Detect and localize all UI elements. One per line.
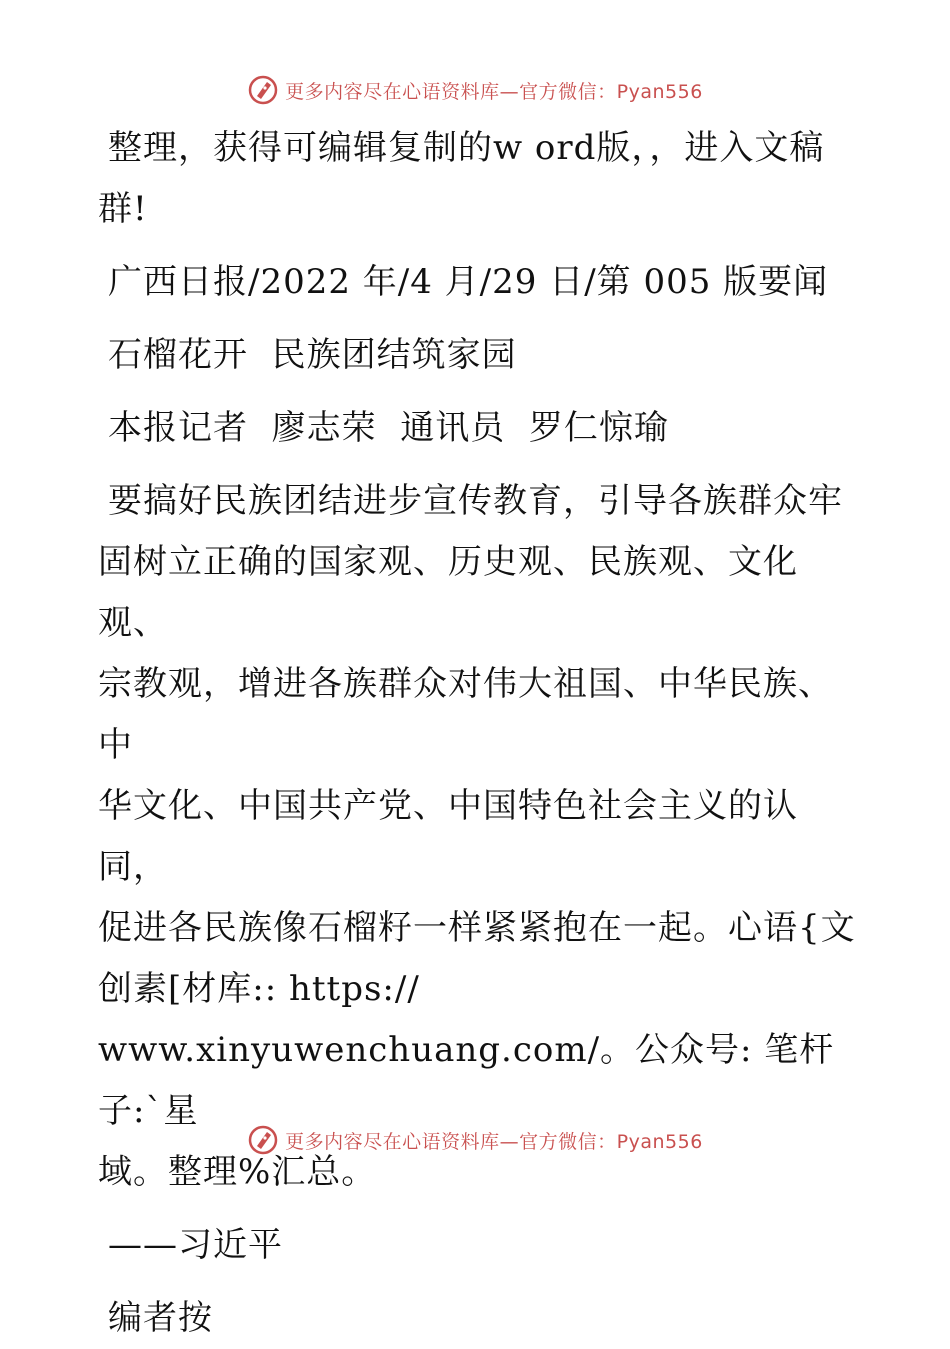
article-headline: 石榴花开 民族团结筑家园 (108, 335, 517, 375)
pen-nib-circle-icon (247, 74, 279, 106)
document-body (98, 118, 858, 1349)
intro-line-1: 整理，获得可编辑复制的w ord版，，进入文稿 (108, 128, 825, 168)
quote-author: ——习近平 (108, 1225, 283, 1265)
quote-line: 华文化、中国共产党、中国特色社会主义的认同， (98, 786, 798, 887)
article-byline: 本报记者 廖志荣 通讯员 罗仁惊瑜 (108, 408, 669, 448)
quote-line: 固树立正确的国家观、历史观、民族观、文化观、 (98, 542, 798, 643)
watermark-text: 更多内容尽在心语资料库—官方微信：Pyan556 (285, 1130, 703, 1153)
editor-note-heading: 编者按 (108, 1298, 213, 1338)
pen-nib-circle-icon (247, 1124, 279, 1156)
quote-line: 域。整理%汇总。 (98, 1152, 377, 1192)
quote-block (98, 471, 858, 1203)
quote-line: www.xinyuwenchuang.com/。公众号: 笔杆子:`星 (98, 1030, 835, 1131)
article-source: 广西日报/2022 年/4 月/29 日/第 005 版要闻 (108, 262, 829, 302)
quote-line: 要搞好民族团结进步宣传教育，引导各族群众牢 (108, 481, 843, 521)
quote-line: 宗教观，增进各族群众对伟大祖国、中华民族、中 (98, 664, 833, 765)
watermark-text: 更多内容尽在心语资料库—官方微信：Pyan556 (285, 80, 703, 103)
header-watermark (0, 70, 950, 110)
footer-watermark (0, 1120, 950, 1160)
quote-line: 创素[材库:: https:// (98, 969, 420, 1009)
quote-line: 促进各民族像石榴籽一样紧紧抱在一起。心语{文 (98, 908, 856, 948)
intro-line-2: 群! (98, 189, 148, 229)
